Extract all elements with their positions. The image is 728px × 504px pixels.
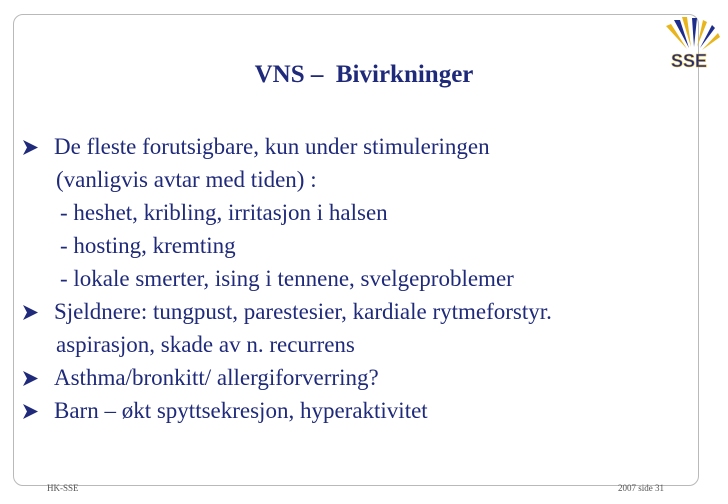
bullet-text: aspirasjon, skade av n. recurrens <box>56 332 355 357</box>
bullet-item-1 <box>22 130 702 163</box>
sunburst-icon <box>666 17 720 50</box>
sub-item <box>22 262 702 295</box>
arrow-bullet-icon <box>23 404 38 419</box>
bullet-continuation <box>22 163 702 196</box>
logo-text: SSE <box>670 51 708 71</box>
bullet-text: Sjeldnere: tungpust, parestesier, kardiale rytmeforstyr. <box>54 299 552 324</box>
arrow-bullet-icon <box>23 140 38 155</box>
bullet-text: De fleste forutsigbare, kun under stimuleringen <box>54 134 490 159</box>
bullet-item-2 <box>22 295 702 328</box>
bullet-list <box>22 130 702 427</box>
footer-left: HK-SSE <box>47 483 79 493</box>
sub-item-text: - heshet, kribling, irritasjon i halsen <box>60 200 388 225</box>
sub-item <box>22 196 702 229</box>
bullet-continuation <box>22 328 702 361</box>
sub-item-text: - lokale smerter, ising i tennene, svelgeproblemer <box>60 266 514 291</box>
bullet-item-4 <box>22 394 702 427</box>
bullet-text: Barn – økt spyttsekresjon, hyperaktivitet <box>54 398 428 423</box>
bullet-text: Asthma/bronkitt/ allergiforverring? <box>54 365 379 390</box>
sub-item-text: - hosting, kremting <box>60 233 236 258</box>
arrow-bullet-icon <box>23 305 38 320</box>
bullet-item-3 <box>22 361 702 394</box>
sub-item <box>22 229 702 262</box>
bullet-text: (vanligvis avtar med tiden) : <box>56 167 317 192</box>
slide-title: VNS – Bivirkninger <box>254 61 474 88</box>
footer-page-number: 2007 side 31 <box>618 483 664 493</box>
arrow-bullet-icon <box>23 371 38 386</box>
